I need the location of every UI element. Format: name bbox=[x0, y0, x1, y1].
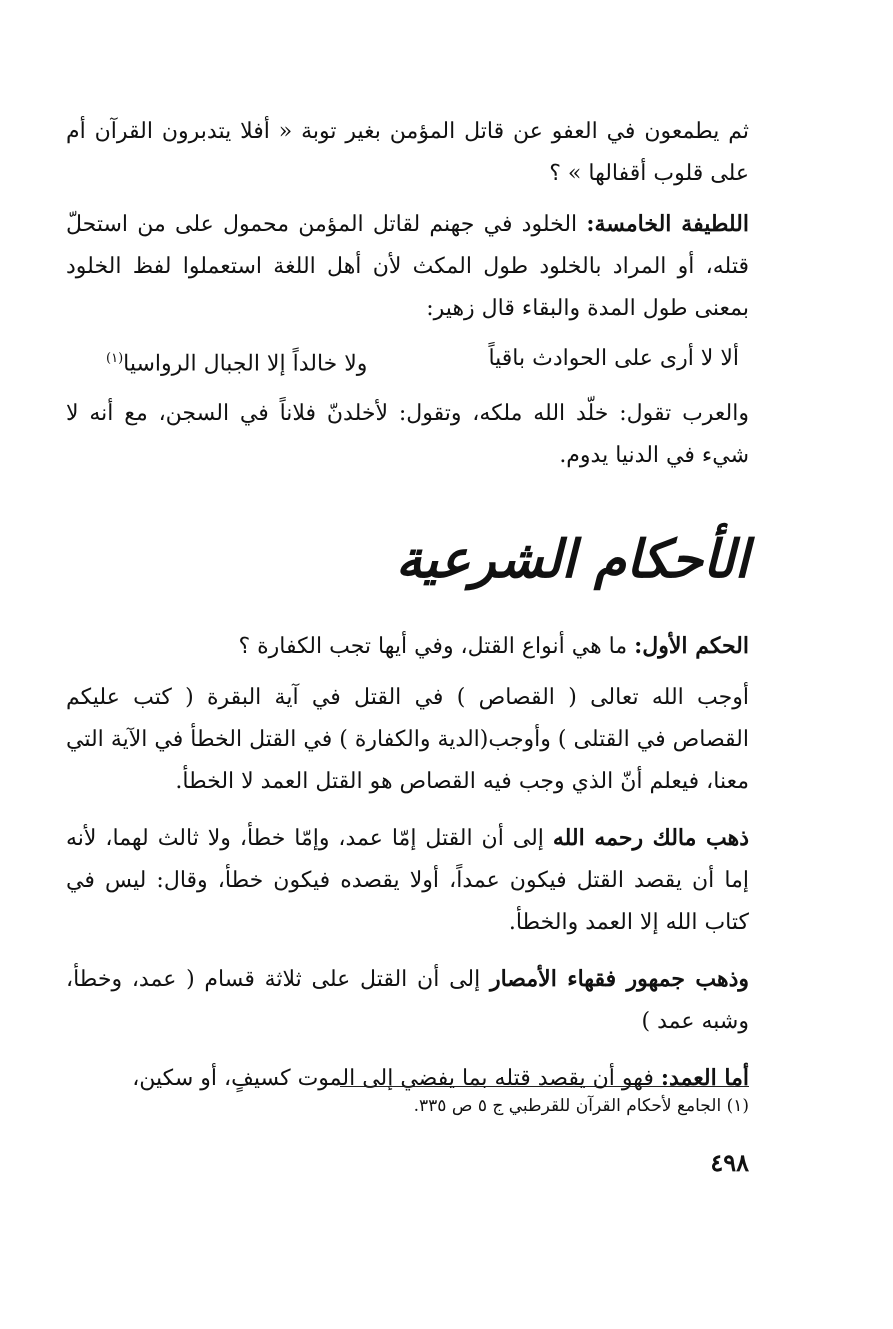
footnote-marker: (١) bbox=[106, 351, 124, 366]
paragraph-6 bbox=[66, 817, 749, 944]
paragraph-6-lead: ذهب مالك رحمه الله bbox=[552, 825, 750, 852]
paragraph-8-lead: أما العمد: bbox=[660, 1065, 749, 1092]
paragraph-4-lead: الحكم الأول: bbox=[634, 633, 749, 660]
footnote-text: (١) الجامع لأحكام القرآن للقرطبي ج ٥ ص ٣٣٥. bbox=[413, 1096, 749, 1116]
page-body bbox=[66, 110, 749, 1114]
paragraph-6-text: إلى أن القتل إمّا عمد، وإمّا خطأ، ولا ثالث لهما، لأنه إما أن يقصد القتل فيكون عمداً، أولا يقصده فيكون خطأ، وقال: ليس في كتاب الله إلا العمد والخطأ. bbox=[66, 826, 749, 936]
paragraph-7-lead: وذهب جمهور فقهاء الأمصار bbox=[489, 966, 749, 993]
paragraph-7-text: إلى أن القتل على ثلاثة قسام ( عمد، وخطأ، وشبه عمد ) bbox=[66, 967, 749, 1035]
poem-verse bbox=[66, 338, 749, 385]
paragraph-2 bbox=[66, 203, 749, 330]
paragraph-4 bbox=[66, 625, 749, 668]
paragraph-5 bbox=[66, 676, 749, 803]
paragraph-1-text: ثم يطمعون في العفو عن قاتل المؤمن بغير توبة « أفلا يتدبرون القرآن أم على قلوب أقفالها » ؟ bbox=[66, 119, 749, 186]
footnote-divider bbox=[340, 1086, 749, 1087]
paragraph-2-text: الخلود في جهنم لقاتل المؤمن محمول على من استحلّ قتله، أو المراد بالخلود طول المكث لأن أهل اللغة استعملوا لفظ الخلود بمعنى طول المدة والبقاء قال زهير: bbox=[66, 212, 749, 321]
paragraph-8-text: فهو أن يقصد قتله بما يفضي إلى الموت كسيفٍ، أو سكين، bbox=[132, 1066, 661, 1092]
paragraph-3 bbox=[66, 393, 749, 477]
paragraph-5-text: أوجب الله تعالى ( القصاص ) في القتل في آية البقرة ( كتب عليكم القصاص في القتلى ) وأوجب(الدية والكفارة ) في القتل الخطأ في الآية التي معنا، فيعلم أنّ الذي وجب فيه القصاص هو القتل العمد لا الخطأ. bbox=[66, 685, 749, 795]
section-heading: الأحكام الشرعية bbox=[395, 529, 749, 591]
paragraph-7 bbox=[66, 958, 749, 1043]
paragraph-1 bbox=[66, 110, 749, 195]
poem-second-hemistich: ولا خالداً إلا الجبال الرواسيا bbox=[123, 351, 368, 377]
poem-first-hemistich: ألا لا أرى على الحوادث باقياً bbox=[488, 346, 739, 371]
page-number: ٤٩٨ bbox=[710, 1148, 749, 1177]
paragraph-4-text: ما هي أنواع القتل، وفي أيها تجب الكفارة ؟ bbox=[238, 634, 635, 660]
paragraph-3-text: والعرب تقول: خلّد الله ملكه، وتقول: لأخلدنّ فلاناً في السجن، مع أنه لا شيء في الدنيا يدوم. bbox=[66, 401, 749, 469]
paragraph-2-lead: اللطيفة الخامسة: bbox=[586, 211, 749, 237]
footnote-area bbox=[340, 1086, 749, 1119]
poem-second-hemistich-wrap bbox=[106, 338, 367, 385]
